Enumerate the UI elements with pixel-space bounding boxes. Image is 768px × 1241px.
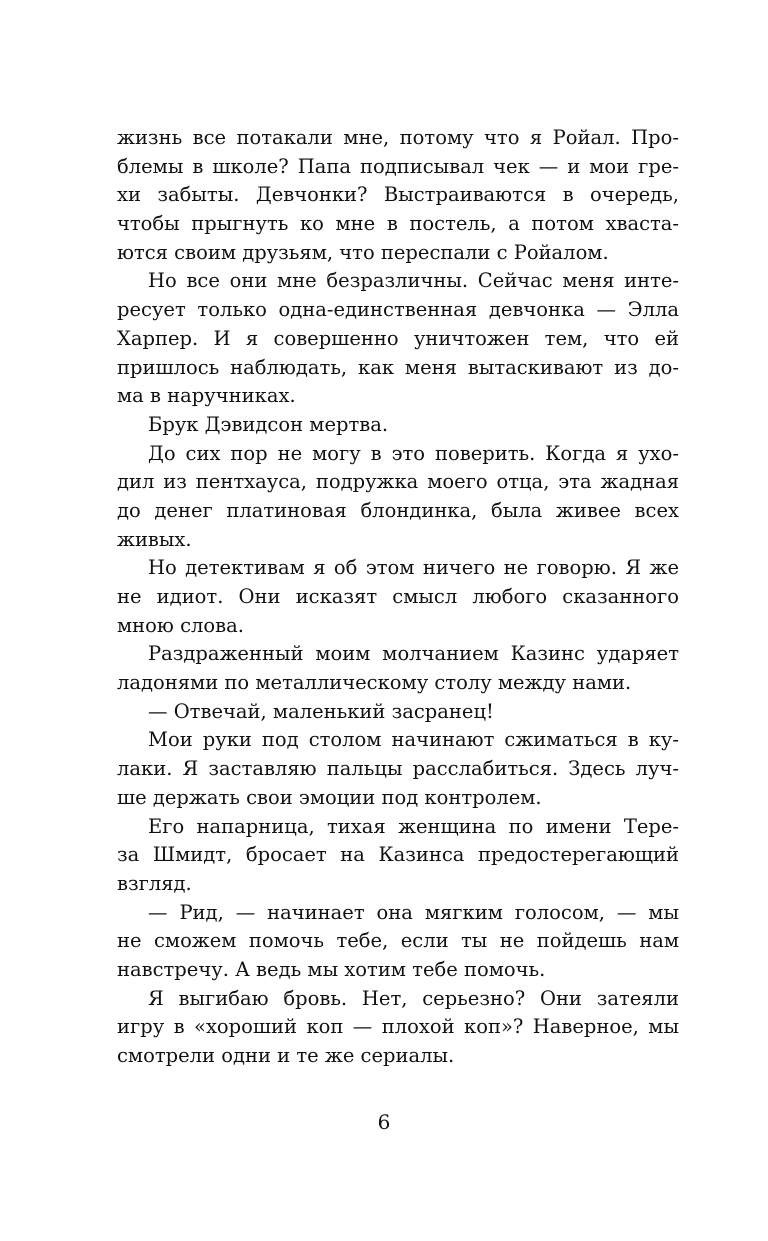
text-line: блемы в школе? Папа подписывал чек — и мои гре- (117, 154, 679, 178)
text-line: хи забыты. Девчонки? Выстраиваются в очередь, (117, 183, 679, 207)
text-line: ресует только одна-единственная девчонка — Элла (117, 298, 679, 322)
text-line: лаки. Я заставляю пальцы расслабиться. Здесь луч- (117, 757, 679, 781)
text-line: Его напарница, тихая женщина по имени Тере- (148, 814, 679, 838)
text-line: за Шмидт, бросает на Казинса предостерегающий (117, 843, 679, 867)
text-line: не сможем помочь тебе, если ты не пойдешь нам (117, 929, 679, 953)
text-line: До сих пор не могу в это поверить. Когда я ухо- (148, 441, 679, 465)
text-line: ладонями по металлическому столу между нами. (117, 671, 632, 695)
body-text (117, 124, 679, 1071)
text-line: смотрели одни и те же сериалы. (117, 1044, 455, 1067)
text-line: — Рид, — начинает она мягким голосом, — мы (148, 900, 679, 924)
text-line: Брук Дэвидсон мертва. (148, 412, 389, 436)
text-line: дил из пентхауса, подружка моего отца, эта жадная (117, 470, 679, 494)
text-line: Но все они мне безразличны. Сейчас меня инте- (148, 269, 679, 293)
text-line: ма в наручниках. (117, 384, 296, 408)
text-line: навстречу. А ведь мы хотим тебе помочь. (117, 957, 546, 981)
text-line: пришлось наблюдать, как меня вытаскивают из до- (117, 355, 679, 379)
text-line: мною слова. (117, 613, 244, 637)
text-line: игру в «хороший коп — плохой коп»? Наверное, мы (117, 1015, 679, 1039)
text-line: жизнь все потакали мне, потому что я Ройал. Про- (117, 126, 679, 149)
text-line: — Отвечай, маленький засранец! (148, 699, 494, 723)
text-line: ше держать свои эмоции под контролем. (117, 785, 542, 809)
text-line: живых. (117, 527, 192, 551)
text-line: Я выгибаю бровь. Нет, серьезно? Они затеяли (148, 986, 679, 1010)
text-line: взгляд. (117, 871, 192, 895)
text-line: Раздраженный моим молчанием Казинс ударяет (148, 642, 679, 666)
text-line: Харпер. И я совершенно уничтожен тем, что ей (117, 326, 679, 350)
text-line: не идиот. Они исказят смысл любого сказанного (117, 585, 679, 608)
text-line: Но детективам я об этом ничего не говорю. Я же (148, 556, 679, 580)
page-number: 6 (377, 1110, 391, 1134)
text-line: до денег платиновая блондинка, была живее всех (117, 498, 679, 522)
text-line: Мои руки под столом начинают сжиматься в ку- (148, 728, 679, 752)
text-line: ются своим друзьям, что переспали с Ройалом. (117, 240, 609, 264)
text-line: чтобы прыгнуть ко мне в постель, а потом хваста- (117, 212, 679, 236)
